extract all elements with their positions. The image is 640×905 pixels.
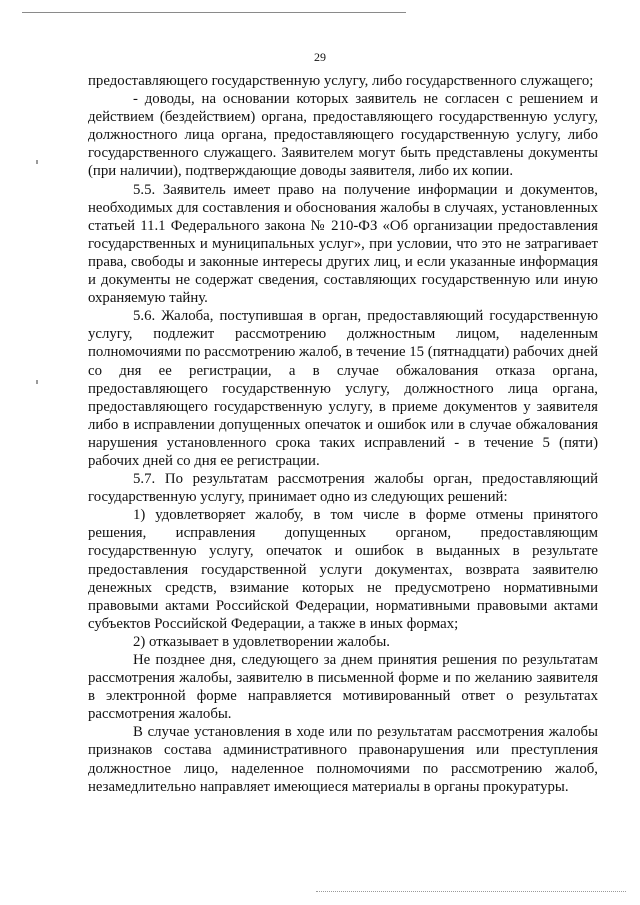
bottom-scan-rule (316, 891, 626, 892)
paragraph-response: Не позднее дня, следующего за днем принятия решения по результатам рассмотрения жалобы, заявителю в письменной форме и по желанию заявителя в электронной форме направляется мотивированный ответ о результатах рассмотрения жалобы. (88, 652, 598, 723)
paragraph-5-7: 5.7. По результатам рассмотрения жалобы орган, предоставляющий государственную услугу, принимает одно из следующих решений: (88, 471, 598, 506)
top-scan-rule (22, 12, 406, 13)
paragraph-continuation: предоставляющего государственную услугу, либо государственного служащего; (88, 73, 594, 89)
margin-mark (36, 160, 38, 164)
document-body (88, 72, 598, 796)
paragraph-5-5: 5.5. Заявитель имеет право на получение информации и документов, необходимых для составления и обоснования жалобы в случаях, установленных статьей 11.1 Федерального закона № 210-ФЗ «Об организации предоставления государственных и муниципальных услуг», при условии, что это не затрагивает права, свободы и законные интересы других лиц, и если указанные информация и документы не содержат сведения, составляющих государственную или иную охраняемую тайну. (88, 181, 598, 307)
paragraph-prosecution: В случае установления в ходе или по результатам рассмотрения жалобы признаков состава административного правонарушения или преступления должностное лицо, наделенное полномочиями по рассмотрению жалоб, незамедлительно направляет имеющиеся материалы в органы прокуратуры. (88, 724, 598, 795)
margin-mark (36, 380, 38, 384)
list-item-2: 2) отказывает в удовлетворении жалобы. (133, 633, 390, 650)
paragraph-5-6: 5.6. Жалоба, поступившая в орган, предоставляющий государственную услугу, подлежит рассмотрению должностным лицом, наделенным полномочиями по рассмотрению жалоб, в течение 15 (пятнадцати) рабочих дней со дня ее регистрации, а в случае обжалования отказа органа, предоставляющего государственную услугу, должностного лица органа, предоставляющего государственную услугу, в приеме документов у заявителя либо в исправлении допущенных опечаток и ошибок или в случае обжалования нарушения установленного срока таких исправлений - в течение 5 (пяти) рабочих дней со дня ее регистрации. (88, 308, 598, 469)
paragraph-arguments: - доводы, на основании которых заявитель не согласен с решением и действием (бездействием) органа, предоставляющего государственную услугу, должностного лица органа, предоставляющего государственную услугу, либо государственного служащего. Заявителем могут быть представлены документы (при наличии), подтверждающие доводы заявителя, либо их копии. (88, 91, 598, 180)
page-number: 29 (314, 50, 326, 64)
list-item-1: 1) удовлетворяет жалобу, в том числе в форме отмены принятого решения, исправления допущенных органом, предоставляющим государственную услугу, опечаток и ошибок в выданных в результате предоставления государственной услуги документах, возврата заявителю денежных средств, взимание которых не предусмотрено нормативными правовыми актами Российской Федерации, нормативными правовыми актами субъектов Российской Федерации, а также в иных формах; (88, 507, 598, 632)
